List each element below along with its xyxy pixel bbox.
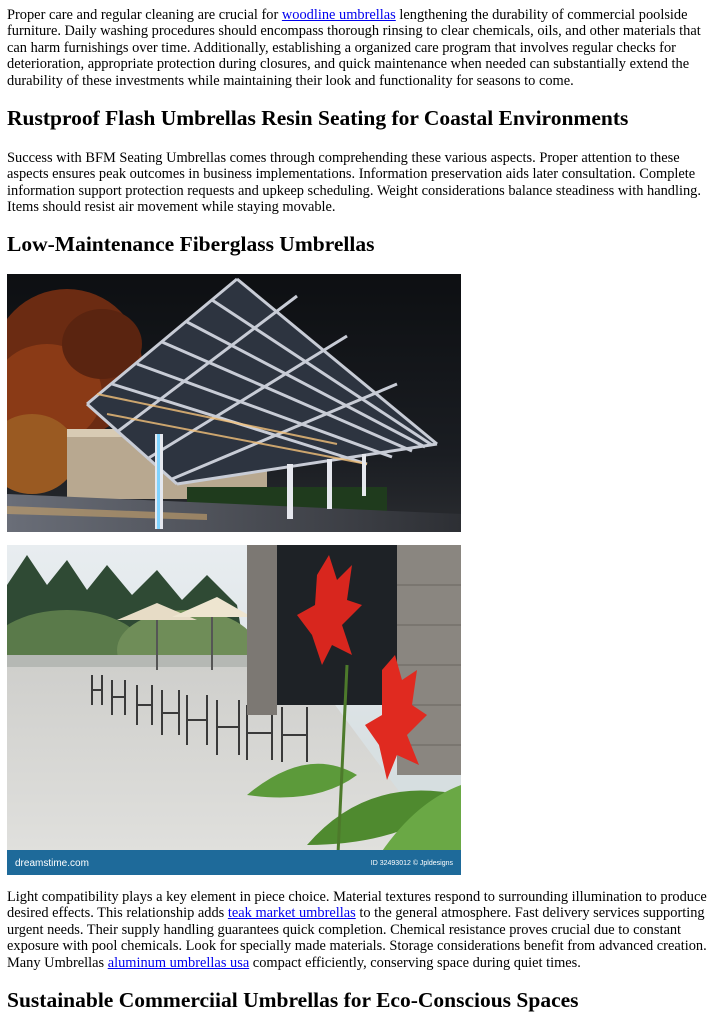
solar-canopy-photo [7, 274, 461, 532]
woodline-umbrellas-link[interactable]: woodline umbrellas [281, 7, 396, 23]
patio-dining-photo [7, 545, 461, 875]
paragraph3-text-3: compact efficiently, conserving space during quiet times. [249, 954, 581, 971]
heading-sustainable: Sustainable Commerciial Umbrellas for Eco-Conscious Spaces [7, 988, 579, 1012]
success-paragraph: Success with BFM Seating Umbrellas comes through comprehending these various aspects. Proper attention to these aspects ensures peak outcomes in business implementations. Information preservation aids later consultation. Complete information support protection requests and upkeep scheduling. Weight considerations balance steadiness with handling. Items should resist air movement while staying movable. [7, 150, 701, 216]
heading-low-maintenance: Low-Maintenance Fiberglass Umbrellas [7, 232, 375, 256]
heading-rustproof: Rustproof Flash Umbrellas Resin Seating for Coastal Environments [7, 106, 629, 130]
intro-text-end: lengthening the durability of commercial poolside furniture. Daily washing procedures should encompass thorough rinsing to clear chemicals, oils, and other materials that can harm furnishings over time. Additionally, establishing a organized care program that involves regular checks for deterioration, appropriate protection during closures, and quick maintenance when needed can substantially extend the durability of these investments while maintaining their look and functionality for seasons to come. [7, 7, 701, 89]
intro-paragraph [7, 7, 713, 89]
dreamstime-watermark: dreamstime.com [15, 858, 89, 869]
light-compatibility-paragraph [7, 889, 719, 971]
paragraph3-text-1: Light compatibility plays a key element in piece choice. Material textures respond to surrounding illumination to produce desired effects. This relationship adds [7, 889, 707, 922]
teak-market-umbrellas-link[interactable]: teak market umbrellas [227, 905, 356, 922]
photo-id-watermark: ID 32493012 © Jpldesigns [370, 860, 453, 867]
aluminum-umbrellas-usa-link[interactable]: aluminum umbrellas usa [107, 954, 250, 971]
paragraph3-text-2: to the general atmosphere. Fast delivery services supporting urgent needs. Their supply handling guarantees quick completion. Chemical resistance proves crucial due to constant exposure with pool chemicals. Look for specially made materials. Storage considerations benefit from advanced creation. Many Umbrellas [7, 905, 707, 971]
intro-text-start: Proper care and regular cleaning are crucial for [7, 7, 282, 23]
